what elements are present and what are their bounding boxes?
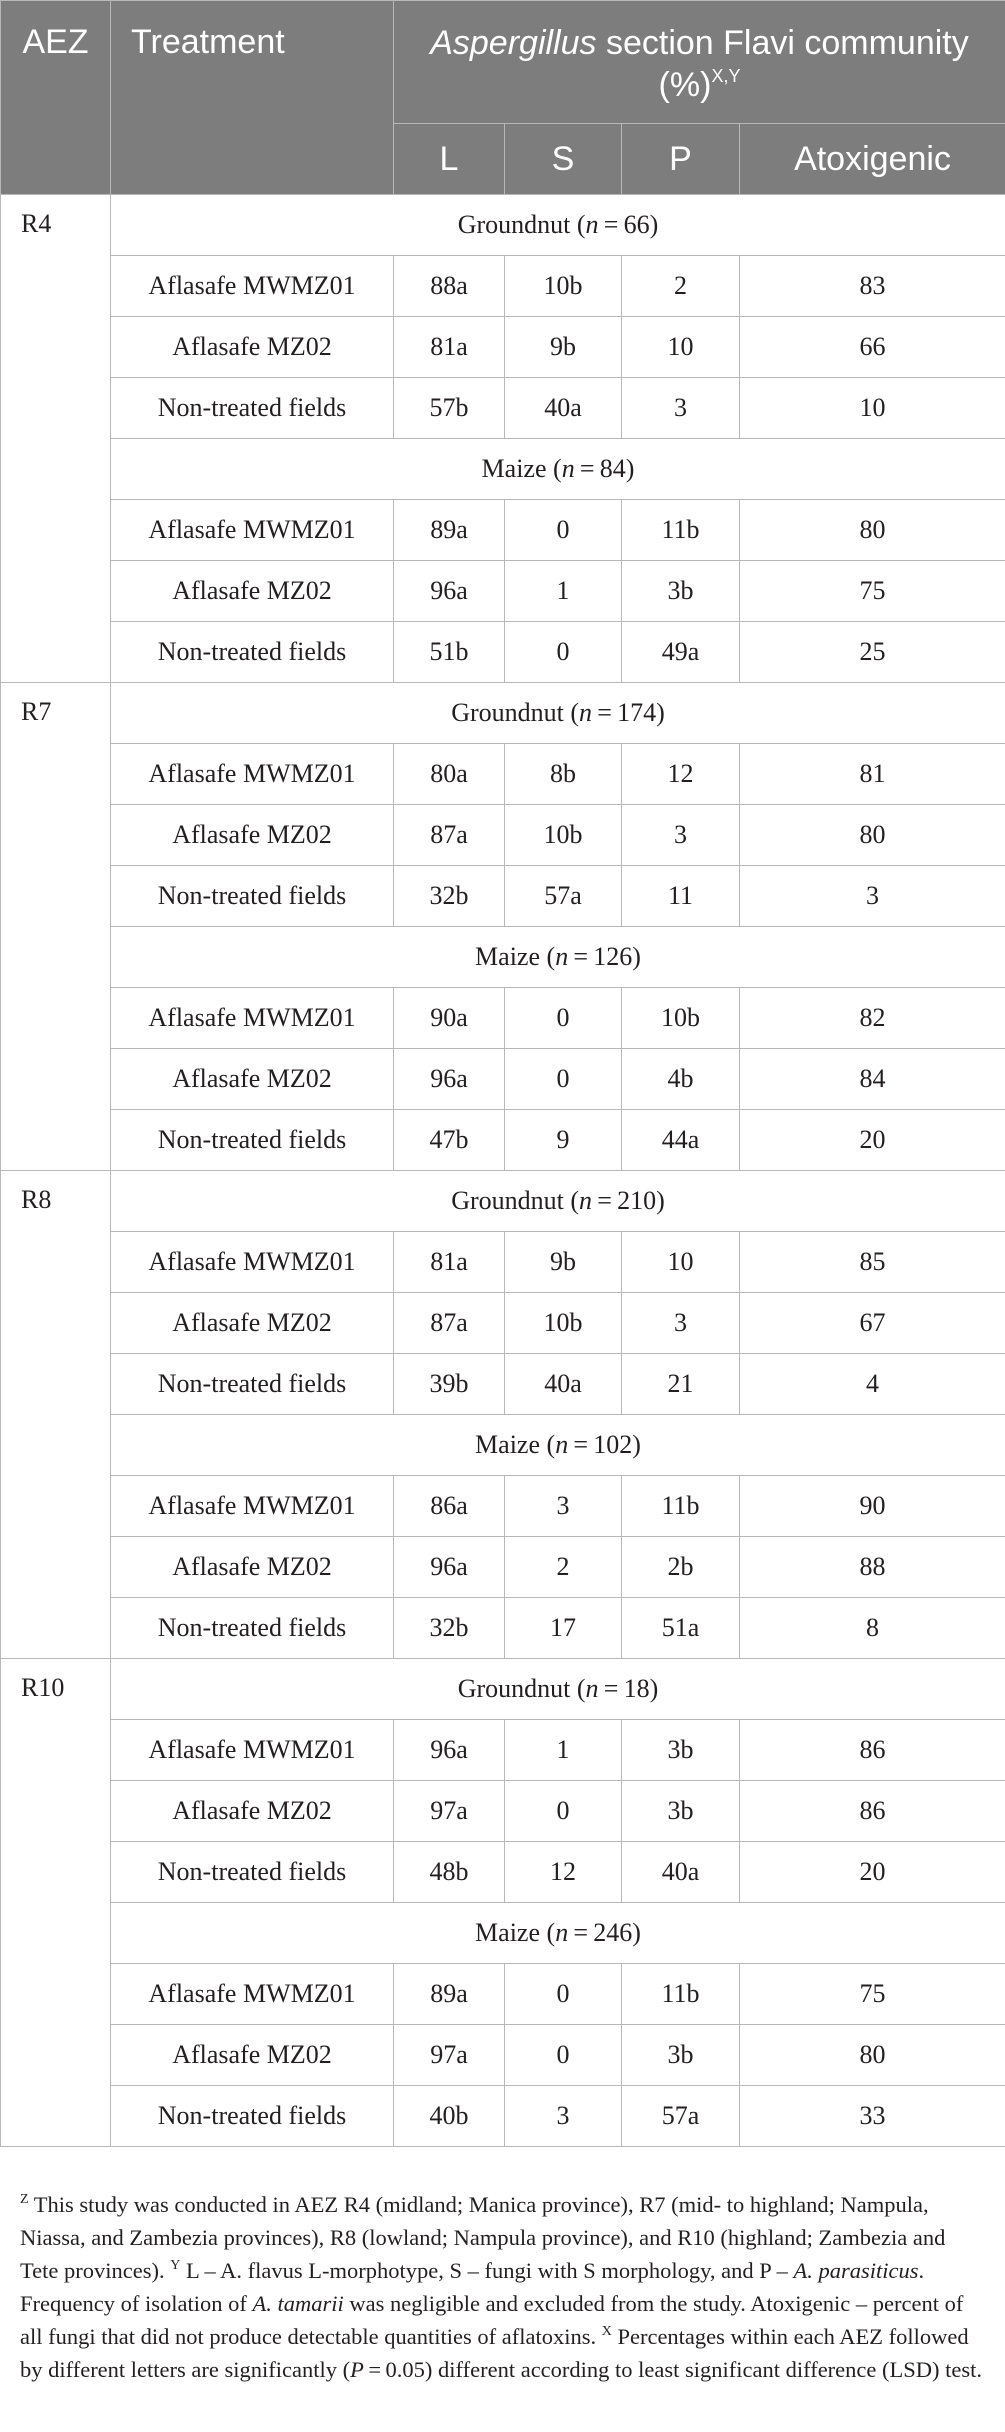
aez-cell: R4 xyxy=(1,195,111,683)
crop-header xyxy=(111,1903,1005,1964)
l-value-cell: 32b xyxy=(394,866,505,927)
atoxigenic-value-cell: 75 xyxy=(740,561,1005,622)
l-value-cell: 51b xyxy=(394,622,505,683)
atoxigenic-value-cell: 80 xyxy=(740,2025,1005,2086)
p-value-cell: 10b xyxy=(622,988,740,1049)
table-row xyxy=(1,1293,1005,1354)
s-value-cell: 9b xyxy=(505,1232,622,1293)
footnote-y-species-2: A. tamarii xyxy=(252,2291,344,2316)
l-value-cell: 40b xyxy=(394,2086,505,2147)
crop-header xyxy=(111,1659,1005,1720)
p-value-cell: 3 xyxy=(622,1293,740,1354)
table-row xyxy=(1,378,1005,439)
s-value-cell: 10b xyxy=(505,1293,622,1354)
atoxigenic-value-cell: 80 xyxy=(740,500,1005,561)
atoxigenic-value-cell: 3 xyxy=(740,866,1005,927)
footnote-x-text-2: = 0.05) different according to least significant difference (LSD) test. xyxy=(363,2357,983,2382)
crop-n-symbol: n xyxy=(555,1918,569,1947)
crop-paren-close: ) xyxy=(649,210,659,239)
p-value-cell: 21 xyxy=(622,1354,740,1415)
table-row xyxy=(1,622,1005,683)
table-row xyxy=(1,1842,1005,1903)
footnote-y-mark: Y xyxy=(170,2258,181,2273)
crop-header xyxy=(111,683,1005,744)
crop-paren-close: ) xyxy=(632,1430,641,1459)
atoxigenic-value-cell: 25 xyxy=(740,622,1005,683)
table-row xyxy=(1,1232,1005,1293)
footnote-z-text: This study was conducted in AEZ R4 (midland; Manica province), R7 (mid- to highland; Nampula, Niassa, and Zambezia provinces), R8 (lowland; Nampula province), and R10 (highland; Zambezia and Tete provinces). xyxy=(20,2192,946,2283)
atoxigenic-value-cell: 4 xyxy=(740,1354,1005,1415)
p-value-cell: 11b xyxy=(622,1476,740,1537)
l-value-cell: 81a xyxy=(394,317,505,378)
atoxigenic-value-cell: 75 xyxy=(740,1964,1005,2025)
atoxigenic-value-cell: 85 xyxy=(740,1232,1005,1293)
s-value-cell: 3 xyxy=(505,1476,622,1537)
crop-name: Maize xyxy=(475,1430,541,1459)
atoxigenic-value-cell: 86 xyxy=(740,1720,1005,1781)
l-value-cell: 32b xyxy=(394,1598,505,1659)
p-value-cell: 4b xyxy=(622,1049,740,1110)
s-value-cell: 40a xyxy=(505,378,622,439)
crop-equals: = xyxy=(568,1918,594,1947)
p-value-cell: 10 xyxy=(622,1232,740,1293)
p-value-cell: 49a xyxy=(622,622,740,683)
crop-name: Maize xyxy=(475,1918,541,1947)
s-value-cell: 2 xyxy=(505,1537,622,1598)
treatment-cell: Aflasafe MWMZ01 xyxy=(111,1476,394,1537)
treatment-cell: Aflasafe MZ02 xyxy=(111,1537,394,1598)
crop-name: Groundnut xyxy=(451,698,564,727)
table-row xyxy=(1,1720,1005,1781)
atoxigenic-value-cell: 10 xyxy=(740,378,1005,439)
l-value-cell: 96a xyxy=(394,1720,505,1781)
treatment-cell: Aflasafe MZ02 xyxy=(111,561,394,622)
crop-sample-size: 102 xyxy=(593,1430,633,1459)
crop-n-symbol: n xyxy=(561,454,575,483)
footnote-z-mark: Z xyxy=(20,2192,29,2207)
crop-sample-size: 210 xyxy=(617,1186,657,1215)
l-value-cell: 57b xyxy=(394,378,505,439)
p-value-cell: 57a xyxy=(622,2086,740,2147)
crop-paren-close: ) xyxy=(649,1674,659,1703)
header-col-l: L xyxy=(394,124,505,195)
table-row xyxy=(1,1049,1005,1110)
crop-equals: = xyxy=(568,942,594,971)
atoxigenic-value-cell: 80 xyxy=(740,805,1005,866)
crop-equals: = xyxy=(574,454,600,483)
s-value-cell: 0 xyxy=(505,1049,622,1110)
atoxigenic-value-cell: 88 xyxy=(740,1537,1005,1598)
table-row xyxy=(1,317,1005,378)
l-value-cell: 81a xyxy=(394,1232,505,1293)
l-value-cell: 47b xyxy=(394,1110,505,1171)
crop-paren-open: ( xyxy=(540,1430,556,1459)
atoxigenic-value-cell: 86 xyxy=(740,1781,1005,1842)
crop-sample-size: 66 xyxy=(623,210,650,239)
crop-header-row xyxy=(1,1903,1005,1964)
s-value-cell: 17 xyxy=(505,1598,622,1659)
header-col-p: P xyxy=(622,124,740,195)
s-value-cell: 0 xyxy=(505,622,622,683)
l-value-cell: 48b xyxy=(394,1842,505,1903)
p-value-cell: 10 xyxy=(622,317,740,378)
table-row xyxy=(1,1537,1005,1598)
crop-equals: = xyxy=(598,1674,624,1703)
crop-header-row xyxy=(1,1415,1005,1476)
footnote-x-text: Percentages within each AEZ followed by different letters are significantly ( xyxy=(20,2324,969,2382)
crop-header xyxy=(111,195,1005,256)
header-community-footnote-mark: X,Y xyxy=(711,66,741,86)
crop-header-row xyxy=(1,683,1005,744)
treatment-cell: Non-treated fields xyxy=(111,2086,394,2147)
footnote-y-text-3: was negligible and excluded from the study. Atoxigenic – percent of all fungi that did not produce detectable quantities of aflatoxins. xyxy=(20,2291,964,2349)
treatment-cell: Non-treated fields xyxy=(111,866,394,927)
crop-n-symbol: n xyxy=(555,942,569,971)
treatment-cell: Aflasafe MWMZ01 xyxy=(111,988,394,1049)
s-value-cell: 8b xyxy=(505,744,622,805)
l-value-cell: 90a xyxy=(394,988,505,1049)
crop-paren-open: ( xyxy=(540,1918,556,1947)
treatment-cell: Aflasafe MWMZ01 xyxy=(111,1964,394,2025)
p-value-cell: 11b xyxy=(622,500,740,561)
p-value-cell: 3 xyxy=(622,378,740,439)
atoxigenic-value-cell: 90 xyxy=(740,1476,1005,1537)
header-aez: AEZ xyxy=(1,1,111,195)
treatment-cell: Non-treated fields xyxy=(111,1842,394,1903)
p-value-cell: 2 xyxy=(622,256,740,317)
s-value-cell: 1 xyxy=(505,1720,622,1781)
crop-paren-close: ) xyxy=(656,698,665,727)
crop-paren-open: ( xyxy=(546,454,562,483)
treatment-cell: Aflasafe MWMZ01 xyxy=(111,500,394,561)
l-value-cell: 88a xyxy=(394,256,505,317)
crop-header xyxy=(111,1171,1005,1232)
table-footnote xyxy=(20,2188,988,2386)
s-value-cell: 0 xyxy=(505,1964,622,2025)
s-value-cell: 10b xyxy=(505,805,622,866)
treatment-cell: Aflasafe MWMZ01 xyxy=(111,1232,394,1293)
treatment-cell: Aflasafe MWMZ01 xyxy=(111,744,394,805)
p-value-cell: 12 xyxy=(622,744,740,805)
aez-cell: R10 xyxy=(1,1659,111,2147)
p-value-cell: 40a xyxy=(622,1842,740,1903)
table-row xyxy=(1,744,1005,805)
l-value-cell: 80a xyxy=(394,744,505,805)
crop-name: Maize xyxy=(481,454,547,483)
crop-sample-size: 84 xyxy=(599,454,626,483)
p-value-cell: 3b xyxy=(622,1781,740,1842)
atoxigenic-value-cell: 8 xyxy=(740,1598,1005,1659)
crop-header-row xyxy=(1,1171,1005,1232)
treatment-cell: Aflasafe MWMZ01 xyxy=(111,256,394,317)
crop-paren-open: ( xyxy=(563,1186,580,1215)
crop-name: Groundnut xyxy=(451,1186,564,1215)
table-row xyxy=(1,2086,1005,2147)
l-value-cell: 87a xyxy=(394,805,505,866)
s-value-cell: 0 xyxy=(505,988,622,1049)
treatment-cell: Aflasafe MWMZ01 xyxy=(111,1720,394,1781)
table-row xyxy=(1,1781,1005,1842)
crop-header xyxy=(111,439,1005,500)
s-value-cell: 0 xyxy=(505,2025,622,2086)
s-value-cell: 57a xyxy=(505,866,622,927)
crop-header-row xyxy=(1,1659,1005,1720)
aez-cell: R7 xyxy=(1,683,111,1171)
l-value-cell: 97a xyxy=(394,1781,505,1842)
treatment-cell: Aflasafe MZ02 xyxy=(111,1293,394,1354)
s-value-cell: 10b xyxy=(505,256,622,317)
p-value-cell: 11b xyxy=(622,1964,740,2025)
table-row xyxy=(1,256,1005,317)
treatment-cell: Non-treated fields xyxy=(111,378,394,439)
table-row xyxy=(1,866,1005,927)
l-value-cell: 89a xyxy=(394,1964,505,2025)
p-value-cell: 3b xyxy=(622,2025,740,2086)
crop-paren-open: ( xyxy=(563,698,580,727)
crop-sample-size: 126 xyxy=(593,942,633,971)
l-value-cell: 89a xyxy=(394,500,505,561)
p-value-cell: 3b xyxy=(622,1720,740,1781)
crop-paren-close: ) xyxy=(632,942,641,971)
header-col-s: S xyxy=(505,124,622,195)
footnote-y-text: L – A. flavus L-morphotype, S – fungi with S morphology, and P – xyxy=(180,2258,794,2283)
header-community-genus: Aspergillus xyxy=(430,24,597,62)
table-row xyxy=(1,500,1005,561)
atoxigenic-value-cell: 20 xyxy=(740,1842,1005,1903)
crop-sample-size: 174 xyxy=(617,698,657,727)
aez-cell: R8 xyxy=(1,1171,111,1659)
treatment-cell: Aflasafe MZ02 xyxy=(111,805,394,866)
footnote-x-mark: X xyxy=(601,2324,612,2339)
treatment-cell: Non-treated fields xyxy=(111,622,394,683)
footnote-y-text-2: . Frequency of isolation of xyxy=(20,2258,925,2316)
table-row xyxy=(1,1964,1005,2025)
crop-n-symbol: n xyxy=(579,698,593,727)
footnote-x-p-symbol: P xyxy=(350,2357,364,2382)
p-value-cell: 51a xyxy=(622,1598,740,1659)
crop-n-symbol: n xyxy=(585,1674,599,1703)
l-value-cell: 96a xyxy=(394,561,505,622)
crop-sample-size: 246 xyxy=(593,1918,633,1947)
treatment-cell: Aflasafe MZ02 xyxy=(111,1049,394,1110)
atoxigenic-value-cell: 83 xyxy=(740,256,1005,317)
table-row xyxy=(1,561,1005,622)
crop-header xyxy=(111,1415,1005,1476)
s-value-cell: 12 xyxy=(505,1842,622,1903)
crop-header-row xyxy=(1,439,1005,500)
treatment-cell: Non-treated fields xyxy=(111,1354,394,1415)
treatment-cell: Non-treated fields xyxy=(111,1598,394,1659)
table-body xyxy=(1,195,1005,2147)
crop-equals: = xyxy=(568,1430,594,1459)
s-value-cell: 9 xyxy=(505,1110,622,1171)
table-row xyxy=(1,1110,1005,1171)
l-value-cell: 96a xyxy=(394,1049,505,1110)
atoxigenic-value-cell: 81 xyxy=(740,744,1005,805)
crop-name: Groundnut xyxy=(457,1674,571,1703)
crop-paren-open: ( xyxy=(570,1674,586,1703)
crop-paren-close: ) xyxy=(632,1918,641,1947)
crop-header-row xyxy=(1,927,1005,988)
crop-equals: = xyxy=(592,1186,618,1215)
header-treatment: Treatment xyxy=(111,1,394,195)
header-community xyxy=(394,1,1005,124)
atoxigenic-value-cell: 66 xyxy=(740,317,1005,378)
crop-name: Groundnut xyxy=(457,210,571,239)
crop-name: Maize xyxy=(475,942,541,971)
s-value-cell: 1 xyxy=(505,561,622,622)
l-value-cell: 97a xyxy=(394,2025,505,2086)
s-value-cell: 9b xyxy=(505,317,622,378)
atoxigenic-value-cell: 33 xyxy=(740,2086,1005,2147)
crop-header-row xyxy=(1,195,1005,256)
crop-n-symbol: n xyxy=(585,210,599,239)
crop-paren-close: ) xyxy=(656,1186,665,1215)
atoxigenic-value-cell: 84 xyxy=(740,1049,1005,1110)
crop-equals: = xyxy=(598,210,624,239)
table-row xyxy=(1,1598,1005,1659)
crop-n-symbol: n xyxy=(555,1430,569,1459)
p-value-cell: 44a xyxy=(622,1110,740,1171)
table-row xyxy=(1,988,1005,1049)
s-value-cell: 40a xyxy=(505,1354,622,1415)
crop-paren-open: ( xyxy=(570,210,586,239)
l-value-cell: 39b xyxy=(394,1354,505,1415)
table-row xyxy=(1,2025,1005,2086)
p-value-cell: 3b xyxy=(622,561,740,622)
atoxigenic-value-cell: 82 xyxy=(740,988,1005,1049)
s-value-cell: 0 xyxy=(505,1781,622,1842)
l-value-cell: 87a xyxy=(394,1293,505,1354)
atoxigenic-value-cell: 20 xyxy=(740,1110,1005,1171)
table-header xyxy=(1,1,1005,195)
l-value-cell: 86a xyxy=(394,1476,505,1537)
table-row xyxy=(1,1354,1005,1415)
treatment-cell: Aflasafe MZ02 xyxy=(111,2025,394,2086)
s-value-cell: 0 xyxy=(505,500,622,561)
crop-equals: = xyxy=(592,698,618,727)
crop-paren-close: ) xyxy=(625,454,635,483)
header-community-text: section Flavi community (%) xyxy=(596,24,969,104)
footnote-y-species-1: A. parasiticus xyxy=(793,2258,919,2283)
s-value-cell: 3 xyxy=(505,2086,622,2147)
treatment-cell: Aflasafe MZ02 xyxy=(111,1781,394,1842)
crop-n-symbol: n xyxy=(579,1186,593,1215)
table-row xyxy=(1,1476,1005,1537)
treatment-cell: Non-treated fields xyxy=(111,1110,394,1171)
treatment-cell: Aflasafe MZ02 xyxy=(111,317,394,378)
p-value-cell: 2b xyxy=(622,1537,740,1598)
p-value-cell: 11 xyxy=(622,866,740,927)
l-value-cell: 96a xyxy=(394,1537,505,1598)
crop-header xyxy=(111,927,1005,988)
table-row xyxy=(1,805,1005,866)
atoxigenic-value-cell: 67 xyxy=(740,1293,1005,1354)
crop-paren-open: ( xyxy=(540,942,556,971)
header-col-atoxigenic: Atoxigenic xyxy=(740,124,1005,195)
crop-sample-size: 18 xyxy=(623,1674,650,1703)
p-value-cell: 3 xyxy=(622,805,740,866)
